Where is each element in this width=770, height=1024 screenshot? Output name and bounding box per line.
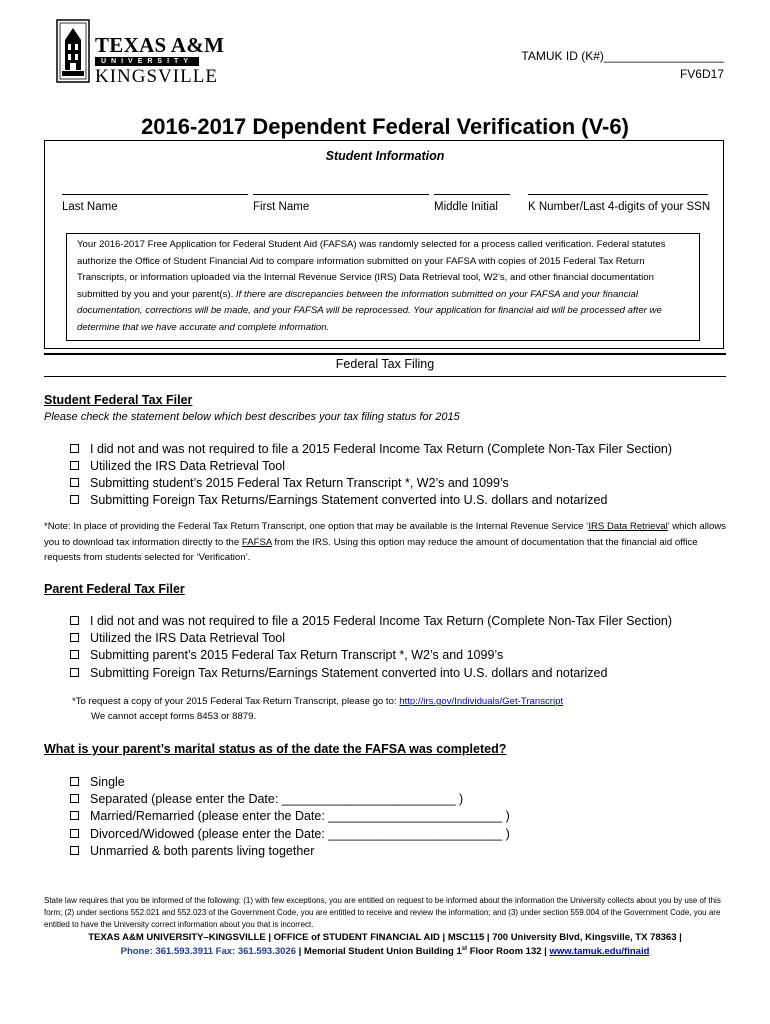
student-option-transcript[interactable]: Submitting student’s 2015 Federal Tax Return Transcript *, W2’s and 1099’s bbox=[70, 474, 509, 491]
first-name-label: First Name bbox=[253, 201, 310, 213]
fax-number: 361.593.3026 bbox=[237, 946, 296, 958]
verification-notice bbox=[66, 233, 700, 341]
first-name-line[interactable] bbox=[253, 194, 429, 195]
notice-italic-text: If there are discrepancies between the information submitted on your FAFSA and your financial documentation, corrections will be made, and your FAFSA will be reprocessed. Your application for financial aid will be processed after we determine that we have accurate and complete information. bbox=[77, 288, 662, 333]
page-title: 2016-2017 Dependent Federal Verification (V-6) bbox=[141, 114, 629, 139]
student-option-non-filer[interactable]: I did not and was not required to file a 2015 Federal Income Tax Return (Complete Non-Tax Filer Section) bbox=[70, 440, 672, 457]
k-number-line[interactable] bbox=[528, 194, 708, 195]
parent-option-non-filer[interactable]: I did not and was not required to file a 2015 Federal Income Tax Return (Complete Non-Tax Filer Section) bbox=[70, 612, 672, 629]
transcript-request-note: *To request a copy of your 2015 Federal Tax Return Transcript, please go to: http://irs.gov/Individuals/Get-Transcript bbox=[72, 696, 564, 707]
financial-aid-website-link[interactable]: www.tamuk.edu/finaid bbox=[549, 946, 650, 958]
footer-address: TEXAS A&M UNIVERSITY–KINGSVILLE | OFFICE of STUDENT FINANCIAL AID | MSC115 | 700 University Blvd, Kingsville, TX 78363 | bbox=[88, 932, 682, 943]
middle-initial-line[interactable] bbox=[434, 194, 510, 195]
k-number-label: K Number/Last 4-digits of your SSN bbox=[528, 201, 711, 213]
checkbox[interactable] bbox=[70, 650, 79, 659]
parent-option-irs-drt[interactable]: Utilized the IRS Data Retrieval Tool bbox=[70, 629, 285, 646]
parent-option-foreign[interactable]: Submitting Foreign Tax Returns/Earnings Statement converted into U.S. dollars and notarized bbox=[70, 664, 607, 681]
logo-text-texas-am: TEXAS A&M bbox=[95, 33, 225, 57]
drt-note: *Note: In place of providing the Federal Tax Return Transcript, one option that may be available is the Internal Revenue Service ‘IRS Data Retrieval’ which allows you to download tax information directly to the FAFSA from the IRS. Using this option may reduce the amount of documentation that the financial aid office requests from students selected for ‘Verification’. bbox=[44, 521, 727, 563]
middle-initial-label: Middle Initial bbox=[434, 201, 498, 213]
footer-contact: Phone: 361.593.3911 Fax: 361.593.3026 | Memorial Student Union Building 1st Floor Room 132 | www.tamuk.edu/finaid bbox=[120, 946, 650, 958]
student-tax-filer-heading: Student Federal Tax Filer bbox=[44, 393, 193, 407]
marital-option-separated[interactable]: Separated (please enter the Date: _________________________ ) bbox=[70, 790, 463, 807]
student-option-foreign[interactable]: Submitting Foreign Tax Returns/Earnings Statement converted into U.S. dollars and notarized bbox=[70, 491, 607, 508]
privacy-notice: State law requires that you be informed of the following: (1) with few exceptions, you are entitled on request to be informed about the information the University collects about you by use of this form; (2) under sections 552.021 and 552.023 of the Government Code, you are entitled to receive and review the information; and (3) under section 559.004 of the Government Code, you are entitled to have the University correct information about you that is incorrect. bbox=[44, 896, 721, 929]
parent-option-transcript[interactable]: Submitting parent’s 2015 Federal Tax Return Transcript *, W2’s and 1099’s bbox=[70, 646, 503, 663]
federal-tax-filing-heading: Federal Tax Filing bbox=[335, 357, 435, 371]
logo-text-university: UNIVERSITY bbox=[95, 57, 199, 66]
marital-option-divorced[interactable]: Divorced/Widowed (please enter the Date: _________________________ ) bbox=[70, 825, 510, 842]
marital-option-single[interactable]: Single bbox=[70, 773, 125, 790]
parent-tax-filer-heading: Parent Federal Tax Filer bbox=[44, 582, 185, 596]
notice-text: Your 2016-2017 Free Application for Federal Student Aid (FAFSA) was randomly selected for a process called verification. Federal statutes authorize the Office of Student Financial Aid to compare information submitted on your FAFSA with copies of 2015 Federal Tax Return Transcripts, or information uploaded via the Internal Revenue Service (IRS) Data Retrieval tool, W2’s, and other financial documentation submitted by you and your parent(s). bbox=[77, 239, 666, 300]
tower-logo-icon bbox=[55, 18, 91, 84]
checkbox[interactable] bbox=[70, 811, 79, 820]
student-option-irs-drt[interactable]: Utilized the IRS Data Retrieval Tool bbox=[70, 457, 285, 474]
checkbox[interactable] bbox=[70, 777, 79, 786]
checkbox[interactable] bbox=[70, 633, 79, 642]
checkbox[interactable] bbox=[70, 444, 79, 453]
forms-not-accepted-note: We cannot accept forms 8453 or 8879. bbox=[91, 711, 257, 722]
section-divider bbox=[44, 353, 726, 355]
section-divider-bottom bbox=[44, 376, 726, 377]
checkbox[interactable] bbox=[70, 668, 79, 677]
checkbox[interactable] bbox=[70, 846, 79, 855]
tax-status-instruction: Please check the statement below which best describes your tax filing status for 2015 bbox=[44, 411, 460, 423]
last-name-label: Last Name bbox=[62, 201, 118, 213]
tamuk-id-field[interactable]: TAMUK ID (K#)__________________ bbox=[521, 49, 724, 63]
student-information-heading: Student Information bbox=[325, 149, 445, 163]
irs-data-retrieval-link[interactable]: IRS Data Retrieval bbox=[588, 521, 668, 532]
checkbox[interactable] bbox=[70, 616, 79, 625]
form-code: FV6D17 bbox=[679, 67, 724, 81]
marital-option-married[interactable]: Married/Remarried (please enter the Date: _________________________ ) bbox=[70, 807, 510, 824]
checkbox[interactable] bbox=[70, 495, 79, 504]
marital-option-unmarried-together[interactable]: Unmarried & both parents living together bbox=[70, 842, 314, 859]
phone-number[interactable]: 361.593.3911 bbox=[155, 946, 214, 958]
logo-text-kingsville: KINGSVILLE bbox=[95, 66, 218, 87]
marital-status-heading: What is your parent’s marital status as of the date the FAFSA was completed? bbox=[44, 742, 507, 756]
checkbox[interactable] bbox=[70, 829, 79, 838]
checkbox[interactable] bbox=[70, 794, 79, 803]
irs-transcript-link[interactable]: http://irs.gov/Individuals/Get-Transcript bbox=[399, 696, 564, 707]
fafsa-link[interactable]: FAFSA bbox=[241, 536, 272, 548]
checkbox[interactable] bbox=[70, 478, 79, 487]
checkbox[interactable] bbox=[70, 461, 79, 470]
last-name-line[interactable] bbox=[62, 194, 248, 195]
